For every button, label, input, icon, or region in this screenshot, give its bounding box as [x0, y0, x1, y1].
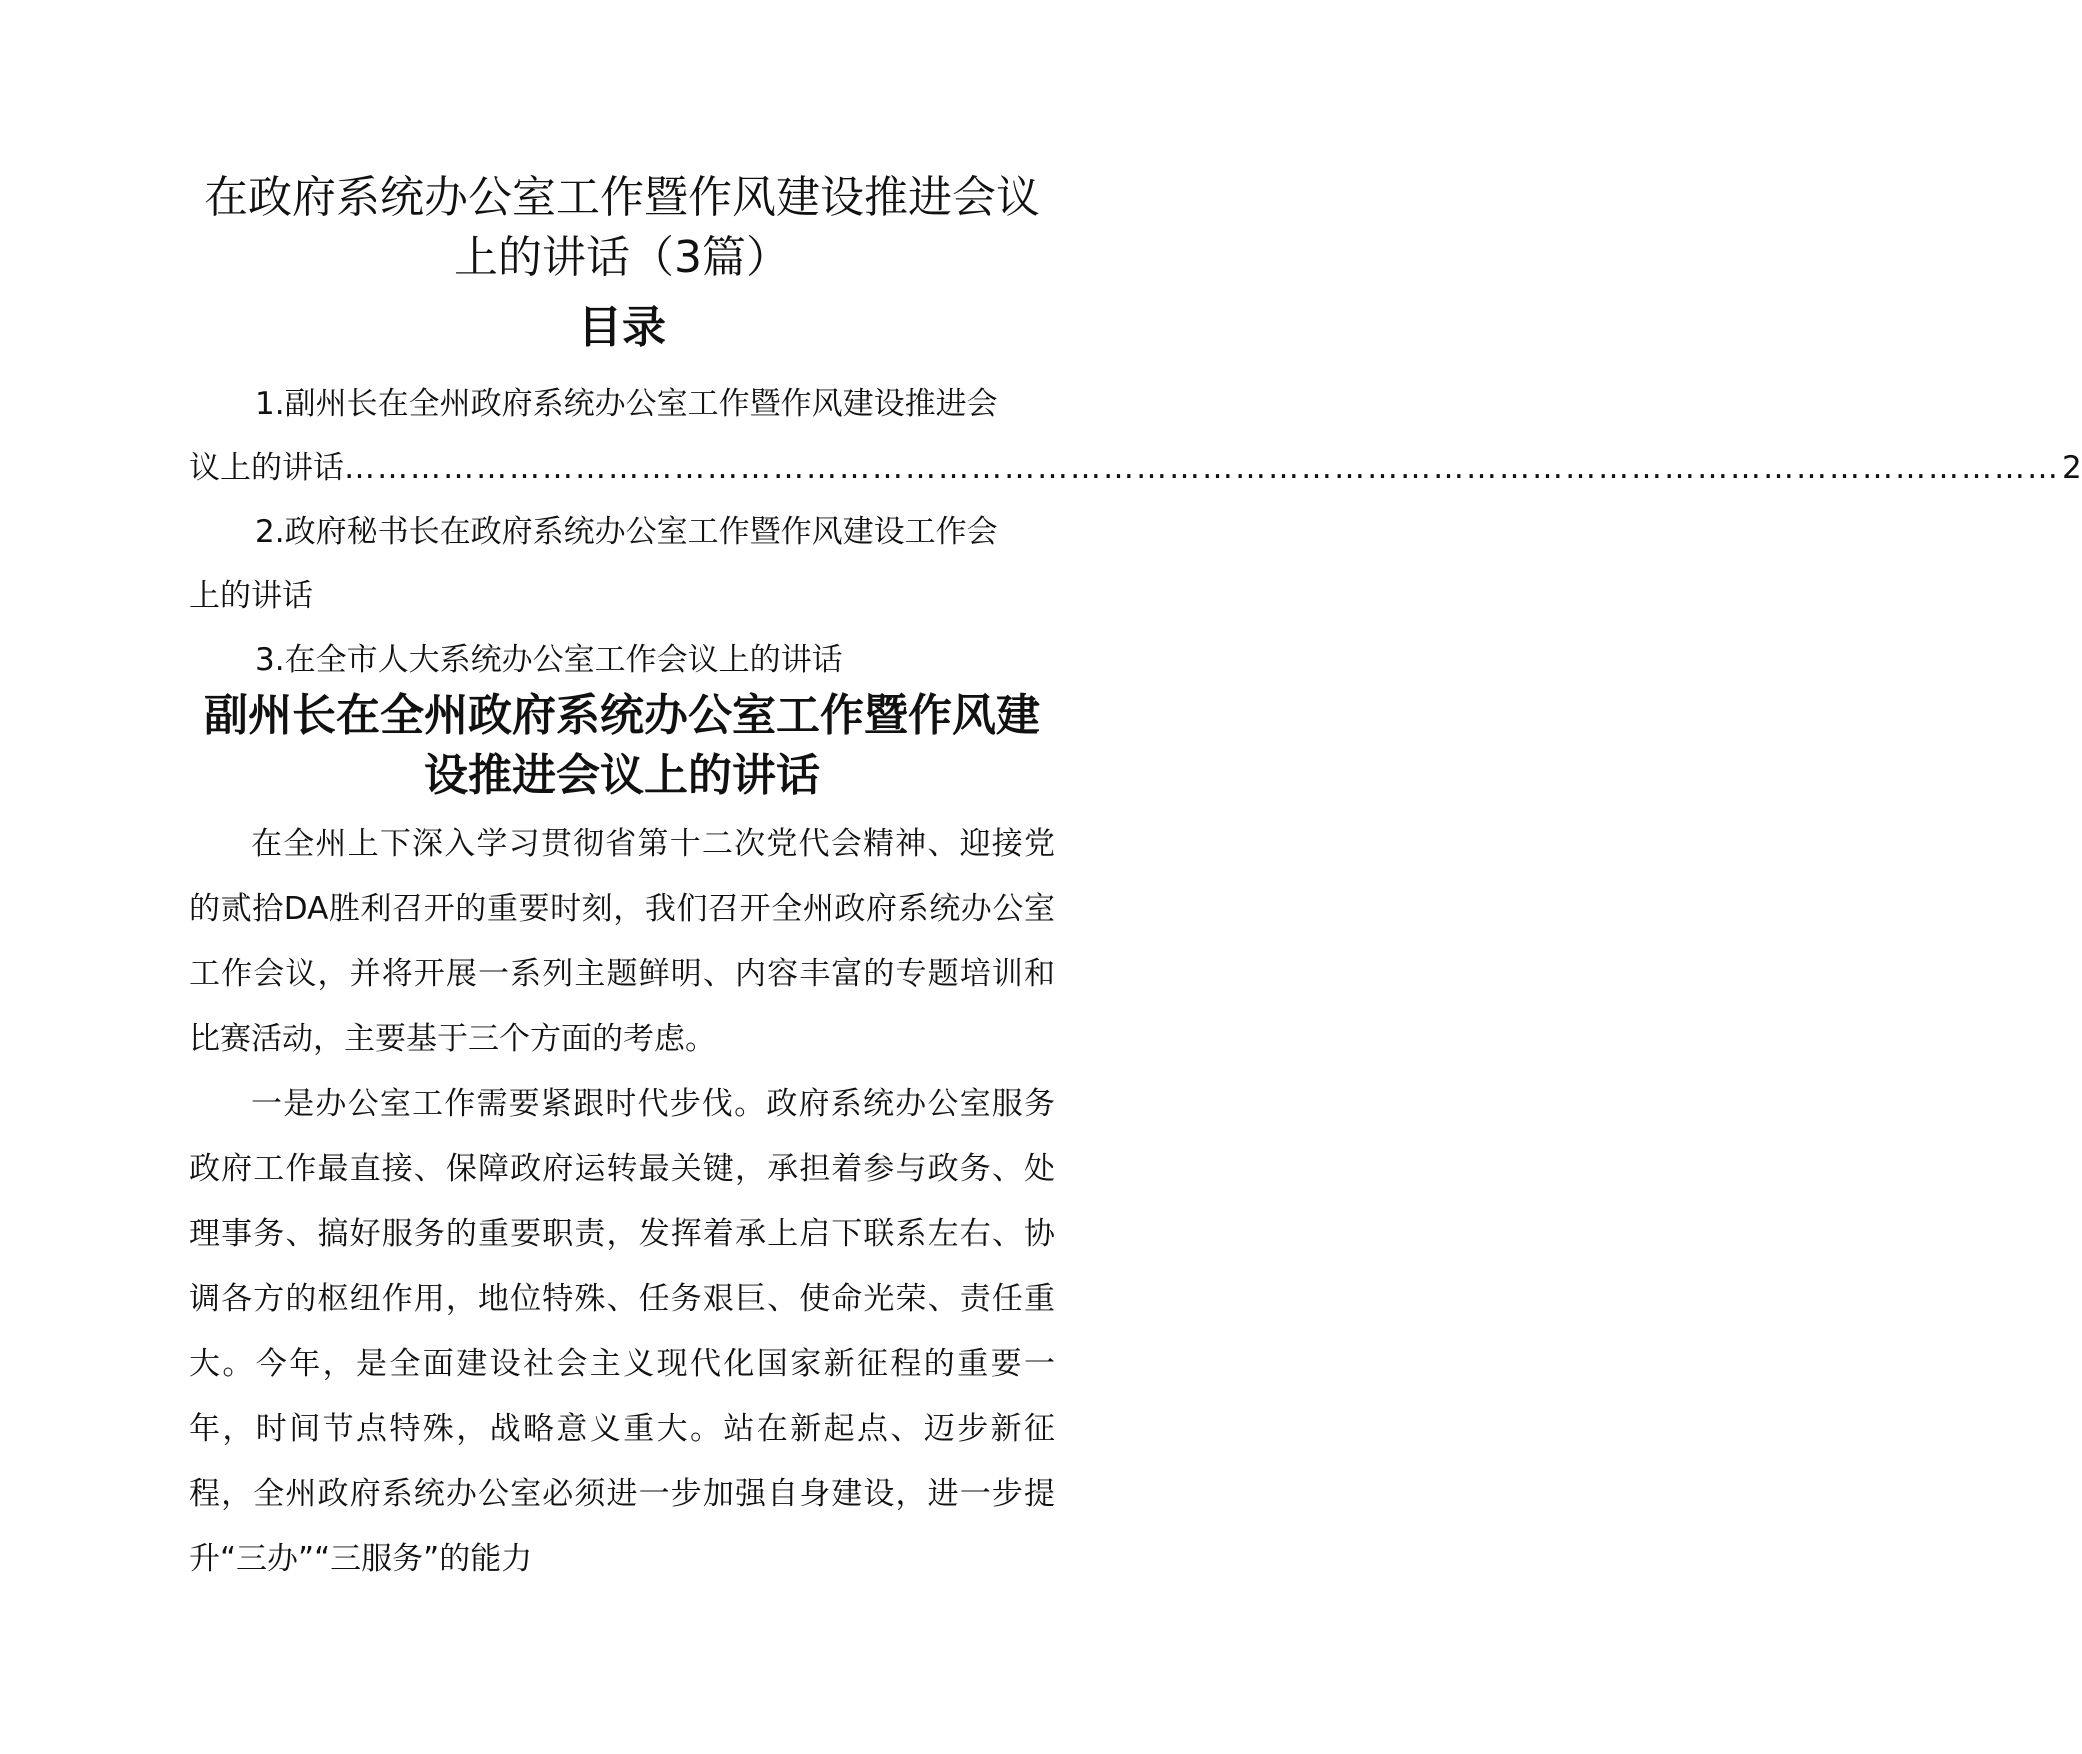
paragraph-1: 在全州上下深入学习贯彻省第十二次党代会精神、迎接党的贰拾DA胜利召开的重要时刻，我们召开全州政府系统办公室工作会议，并将开展一系列主题鲜明、内容丰富的专题培训和比赛活动，主要基于三个方面的考虑。: [189, 826, 1055, 1057]
toc-item-1-line2[interactable]: [189, 436, 2082, 500]
toc-leader-dots: …………………………………………………………………………………………………………………………………………: [344, 450, 2060, 486]
section-title: 副州长在全州政府系统办公室工作暨作风建设推进会议上的讲话: [204, 690, 1040, 801]
toc-item-2-line1[interactable]: 2.政府秘书长在政府系统办公室工作暨作风建设工作会: [255, 514, 998, 550]
toc-heading: 目录: [578, 302, 666, 353]
toc-item-2-line2[interactable]: 上的讲话: [189, 578, 313, 614]
toc-item-1-line1[interactable]: 1.副州长在全州政府系统办公室工作暨作风建设推进会: [255, 386, 998, 422]
paragraph-2: 一是办公室工作需要紧跟时代步伐。政府系统办公室服务政府工作最直接、保障政府运转最关键，承担着参与政务、处理事务、搞好服务的重要职责，发挥着承上启下联系左右、协调各方的枢纽作用，地位特殊、任务艰巨、使命光荣、责任重大。今年，是全面建设社会主义现代化国家新征程的重要一年，时间节点特殊，战略意义重大。站在新起点、迈步新征程，全州政府系统办公室必须进一步加强自身建设，进一步提升“三办”“三服务”的能力: [189, 1086, 1055, 1577]
body-text: [189, 812, 1055, 1592]
document-title: 在政府系统办公室工作暨作风建设推进会议上的讲话（3篇）: [204, 172, 1040, 283]
toc-item-1-text: 议上的讲话: [189, 450, 344, 486]
toc-item-3[interactable]: 3.在全市人大系统办公室工作会议上的讲话: [255, 642, 843, 678]
toc-item-1-page: 2: [2062, 450, 2082, 486]
